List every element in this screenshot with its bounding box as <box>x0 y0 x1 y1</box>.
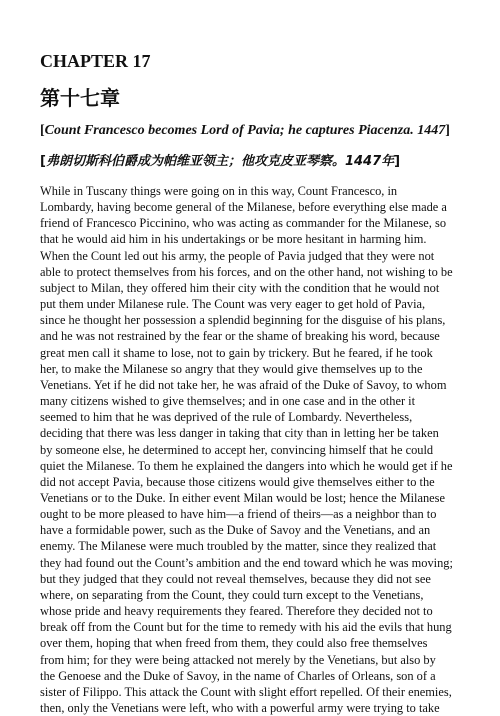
body-line: have a formidable power, such as the Duke of Savoy and the Venetians, and an <box>40 523 431 538</box>
body-line: put them under Milanese rule. The Count was very eager to get hold of Pavia, <box>40 297 426 312</box>
body-line: friend of Francesco Piccinino, who was acting as commander for the Milanese, so <box>40 216 447 231</box>
body-line: and he was not restrained by the fear or the shame of breaking his word, because <box>40 329 440 344</box>
body-line: great men call it shame to lose, not to gain by trickery. But he feared, if he took <box>40 345 433 360</box>
subtitle-text: Count Francesco becomes Lord of Pavia; he captures Piacenza. 1447 <box>44 123 446 138</box>
body-paragraph <box>40 183 464 716</box>
body-line: the Genoese and the Duke of Savoy, in the name of Charles of Orleans, son of a <box>40 668 436 683</box>
body-line: deciding that there was less danger in taking that city than in letting her be taken <box>40 426 439 441</box>
body-line: many citizens wished to give themselves; and in one case and in the other it <box>40 394 416 409</box>
body-line: from him; for they were being attacked not merely by the Venetians, but also by <box>40 652 436 667</box>
chapter-subtitle-chinese <box>40 153 400 171</box>
body-line: where, on separating from the Count, they could turn except to the Venetians, <box>40 587 424 602</box>
body-line: ought to be more pleased to have him—a friend of theirs—as a neighbor than to <box>40 507 437 522</box>
body-line: since he thought her possession a splendid beginning for the disguise of his plans, <box>40 313 446 328</box>
body-line: enemy. The Milanese were much troubled by the matter, since they realized that <box>40 539 437 554</box>
body-line: they had found out the Count’s ambition and the end toward which he was moving; <box>40 555 453 570</box>
body-line: seemed to him that he was deprived of the rule of Lombardy. Nevertheless, <box>40 410 413 425</box>
body-line: but they judged that they could not reveal themselves, because they did not see <box>40 571 431 586</box>
body-line: her, to make the Milanese so angry that they would give themselves up to the <box>40 361 423 376</box>
body-line: Lombardy, having become general of the Milanese, before everything else made a <box>40 200 447 215</box>
chapter-subtitle-english <box>40 122 450 140</box>
body-line: did not accept Pavia, because those citizens would give themselves either to the <box>40 474 435 489</box>
body-line: subject to Milan, they offered him their city with the condition that he would not <box>40 280 440 295</box>
chapter-title-chinese: 第十七章 <box>40 86 120 110</box>
subtitle-open-bracket: [ <box>40 123 45 138</box>
subtitle-cn-close-bracket: ] <box>394 154 401 169</box>
body-line: that he would aid him in his undertakings or be more hesitant in harming him. <box>40 232 427 247</box>
body-line: then, only the Venetians were left, who with a powerful army were trying to take <box>40 701 440 715</box>
body-line: quiet the Milanese. To them he explained the dangers into which he would get if he <box>40 458 453 473</box>
body-line: over them, hoping that when freed from them, they could also free themselves <box>40 636 428 651</box>
body-line: Venetians or to the Duke. In either event Milan would be lost; hence the Milanese <box>40 490 445 505</box>
body-line: When the Count led out his army, the people of Pavia judged that they were not <box>40 248 435 263</box>
body-line: sister of Filippo. This attack the Count with slight effort repelled. Of their enemies, <box>40 684 452 699</box>
body-line: whose pride and heavy requirements they feared. Therefore they decided not to <box>40 604 433 619</box>
body-line: by someone else, he determined to accept her, convincing himself that he could <box>40 442 434 457</box>
body-line: able to protect themselves from his forces, and on the other hand, not wishing to be <box>40 264 453 279</box>
subtitle-cn-text: 弗朗切斯科伯爵成为帕维亚领主；他攻克皮亚琴察。1447年 <box>45 154 395 169</box>
subtitle-cn-open-bracket: [ <box>40 154 46 169</box>
chapter-title: CHAPTER 17 <box>40 51 151 71</box>
body-line: While in Tuscany things were going on in this way, Count Francesco, in <box>40 184 398 198</box>
body-line: break off from the Count but for the time to remedy with his aid the evils that hung <box>40 620 452 635</box>
subtitle-close-bracket: ] <box>445 123 450 138</box>
body-line: Venetians. Yet if he did not take her, he was afraid of the Duke of Savoy, to whom <box>40 377 447 392</box>
